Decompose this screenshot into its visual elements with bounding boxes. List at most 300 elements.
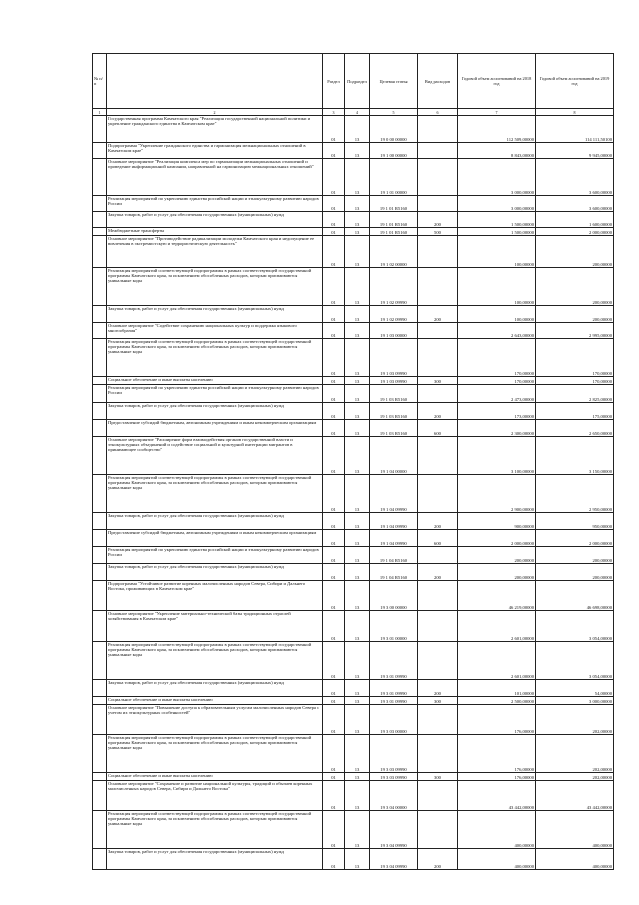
table-row	[93, 420, 614, 437]
subsection-cell: 13	[345, 697, 370, 705]
row-name: Социальное обеспечение и иные выплаты населению	[107, 377, 323, 385]
col-number: 8	[536, 109, 614, 116]
num-cell	[93, 530, 107, 547]
subsection-cell: 13	[345, 143, 370, 159]
article-cell: 19 3 03 09990	[370, 735, 418, 773]
section-cell: 01	[323, 642, 345, 680]
subsection-cell: 13	[345, 735, 370, 773]
article-cell: 19 3 00 00000	[370, 581, 418, 611]
amount-2019-cell: 3 600,00000	[536, 196, 614, 212]
num-cell	[93, 680, 107, 697]
header-article: Целевая статья	[370, 54, 418, 109]
expense-type-cell	[418, 339, 458, 377]
amount-2019-cell: 114 111,50100	[536, 116, 614, 143]
num-cell	[93, 705, 107, 735]
num-cell	[93, 377, 107, 385]
header-row	[93, 54, 614, 109]
num-cell	[93, 116, 107, 143]
subsection-cell: 13	[345, 475, 370, 513]
table-body	[93, 116, 614, 870]
header-section: Раздел	[323, 54, 345, 109]
table-row	[93, 339, 614, 377]
amount-2019-cell: 2 950,00000	[536, 475, 614, 513]
header-subsection: Подраздел	[345, 54, 370, 109]
section-cell: 01	[323, 581, 345, 611]
num-cell	[93, 306, 107, 323]
row-name: Социальное обеспечение и иные выплаты населению	[107, 773, 323, 781]
num-cell	[93, 475, 107, 513]
amount-2018-cell: 43 442,00000	[458, 781, 536, 811]
subsection-cell: 13	[345, 403, 370, 420]
num-cell	[93, 385, 107, 403]
num-cell	[93, 236, 107, 268]
subsection-cell: 13	[345, 564, 370, 581]
section-cell: 01	[323, 437, 345, 475]
expense-type-cell	[418, 611, 458, 642]
amount-2019-cell: 3 150,00000	[536, 437, 614, 475]
expense-type-cell: 300	[418, 773, 458, 781]
amount-2019-cell: 400,00000	[536, 811, 614, 849]
amount-2018-cell: 2 000,00000	[458, 530, 536, 547]
num-cell	[93, 212, 107, 228]
article-cell: 19 1 02 09990	[370, 268, 418, 306]
section-cell: 01	[323, 268, 345, 306]
table-row	[93, 475, 614, 513]
section-cell: 01	[323, 811, 345, 849]
table-row	[93, 212, 614, 228]
amount-2018-cell: 1 500,00000	[458, 212, 536, 228]
amount-2018-cell: 170,00000	[458, 377, 536, 385]
article-cell: 19 1 03 09990	[370, 377, 418, 385]
expense-type-cell: 600	[418, 420, 458, 437]
article-cell: 19 1 00 00000	[370, 143, 418, 159]
article-cell: 19 3 03 09990	[370, 773, 418, 781]
table-row	[93, 437, 614, 475]
table-row	[93, 323, 614, 339]
amount-2018-cell: 2 500,00000	[458, 697, 536, 705]
expense-type-cell: 200	[418, 849, 458, 870]
section-cell: 01	[323, 420, 345, 437]
table-row	[93, 116, 614, 143]
amount-2019-cell: 175,00000	[536, 403, 614, 420]
section-cell: 01	[323, 564, 345, 581]
num-cell	[93, 611, 107, 642]
subsection-cell: 13	[345, 159, 370, 196]
num-cell	[93, 323, 107, 339]
amount-2019-cell: 950,00000	[536, 513, 614, 530]
num-cell	[93, 564, 107, 581]
section-cell: 01	[323, 680, 345, 697]
col-number: 1	[93, 109, 107, 116]
expense-type-cell	[418, 196, 458, 212]
article-cell: 19 1 02 09990	[370, 306, 418, 323]
amount-2019-cell: 2 000,00000	[536, 530, 614, 547]
table-row	[93, 564, 614, 581]
expense-type-cell: 200	[418, 564, 458, 581]
subsection-cell: 13	[345, 323, 370, 339]
subsection-cell: 13	[345, 773, 370, 781]
expense-type-cell	[418, 116, 458, 143]
expense-type-cell: 200	[418, 212, 458, 228]
section-cell: 01	[323, 228, 345, 236]
article-cell: 19 1 02 00000	[370, 236, 418, 268]
amount-2019-cell: 46 698,00000	[536, 581, 614, 611]
article-cell: 19 1 04 R5160	[370, 564, 418, 581]
row-name: Предоставление субсидий бюджетным, автономным учреждениям и иным некоммерческим организациям	[107, 530, 323, 547]
table-row	[93, 385, 614, 403]
section-cell: 01	[323, 735, 345, 773]
amount-2018-cell: 3 000,00000	[458, 196, 536, 212]
amount-2019-cell: 9 945,00000	[536, 143, 614, 159]
article-cell: 19 1 01 00000	[370, 159, 418, 196]
col-number: 3	[323, 109, 345, 116]
section-cell: 01	[323, 475, 345, 513]
section-cell: 01	[323, 513, 345, 530]
subsection-cell: 13	[345, 385, 370, 403]
header-num: № п/п	[93, 54, 107, 109]
row-name: Реализация мероприятий соответствующей подпрограммы в рамках соответствующей государственной программы Камчатского края, за исключением обособленных расходов, которым присваиваются уникальные коды	[107, 475, 323, 513]
row-name: Закупка товаров, работ и услуг для обеспечения государственных (муниципальных) нужд	[107, 306, 323, 323]
row-name: Основное мероприятие "Повышение доступа к образовательным услугам малочисленных народов Севера с учетом их этнокультурных особенностей"	[107, 705, 323, 735]
section-cell: 01	[323, 236, 345, 268]
expense-type-cell	[418, 268, 458, 306]
table-row	[93, 680, 614, 697]
amount-2018-cell: 176,00000	[458, 735, 536, 773]
row-name: Социальное обеспечение и иные выплаты населению	[107, 697, 323, 705]
subsection-cell: 13	[345, 781, 370, 811]
header-2019: Годовой объем ассигнований на 2019 год	[536, 54, 614, 109]
expense-type-cell	[418, 735, 458, 773]
subsection-cell: 13	[345, 377, 370, 385]
subsection-cell: 13	[345, 437, 370, 475]
row-name: Реализация мероприятий по укреплению единства российской нации и этнокультурному развитию народов России	[107, 385, 323, 403]
article-cell: 19 1 04 09990	[370, 475, 418, 513]
table-row	[93, 513, 614, 530]
article-cell: 19 3 04 09990	[370, 811, 418, 849]
amount-2018-cell: 100,00000	[458, 306, 536, 323]
num-cell	[93, 403, 107, 420]
table-row	[93, 705, 614, 735]
row-name: Основное мероприятие "Противодействие радикализации молодежи Камчатского края и недопущение ее вовлечения в экстремистскую и террористическую деятельность"	[107, 236, 323, 268]
expense-type-cell	[418, 385, 458, 403]
amount-2019-cell: 2 650,00000	[536, 420, 614, 437]
amount-2019-cell: 2 825,00000	[536, 385, 614, 403]
amount-2019-cell: 202,00000	[536, 705, 614, 735]
section-cell: 01	[323, 705, 345, 735]
num-cell	[93, 697, 107, 705]
table-row	[93, 642, 614, 680]
article-cell: 19 3 01 00000	[370, 611, 418, 642]
num-cell	[93, 773, 107, 781]
expense-type-cell	[418, 705, 458, 735]
amount-2018-cell: 2 643,00000	[458, 323, 536, 339]
num-cell	[93, 143, 107, 159]
table-row	[93, 735, 614, 773]
budget-allocation-table	[92, 53, 614, 870]
expense-type-cell	[418, 781, 458, 811]
article-cell: 19 1 01 R5160	[370, 196, 418, 212]
subsection-cell: 13	[345, 420, 370, 437]
amount-2019-cell: 200,00000	[536, 564, 614, 581]
expense-type-cell: 200	[418, 513, 458, 530]
row-name: Основное мероприятие "Реализация комплекса мер по гармонизации межнациональных отношений и проведение информационной кампании, направленной на гармонизацию межнациональных отношений"	[107, 159, 323, 196]
table-row	[93, 547, 614, 564]
article-cell: 19 0 00 00000	[370, 116, 418, 143]
num-cell	[93, 420, 107, 437]
amount-2019-cell: 202,00000	[536, 773, 614, 781]
row-name: Основное мероприятие "Сохранение и развитие национальной культуры, традиций и обычаев коренных малочисленных народов Севера, Сибири и Дальнего Востока"	[107, 781, 323, 811]
row-name: Реализация мероприятий по укреплению единства российской нации и этнокультурному развитию народов России	[107, 547, 323, 564]
article-cell: 19 1 03 R5160	[370, 403, 418, 420]
section-cell: 01	[323, 611, 345, 642]
table-row	[93, 268, 614, 306]
header-name	[107, 54, 323, 109]
row-name: Межбюджетные трансферты	[107, 228, 323, 236]
subsection-cell: 13	[345, 705, 370, 735]
article-cell: 19 1 01 R5160	[370, 228, 418, 236]
num-cell	[93, 159, 107, 196]
table-row	[93, 403, 614, 420]
amount-2019-cell: 170,00000	[536, 377, 614, 385]
amount-2018-cell: 100,00000	[458, 236, 536, 268]
amount-2018-cell: 900,00000	[458, 513, 536, 530]
subsection-cell: 13	[345, 236, 370, 268]
amount-2018-cell: 2 601,00000	[458, 611, 536, 642]
amount-2018-cell: 112 509,00000	[458, 116, 536, 143]
subsection-cell: 13	[345, 196, 370, 212]
col-number: 2	[107, 109, 323, 116]
table-row	[93, 611, 614, 642]
row-name: Закупка товаров, работ и услуг для обеспечения государственных (муниципальных) нужд	[107, 564, 323, 581]
section-cell: 01	[323, 530, 345, 547]
row-name: Государственная программа Камчатского края "Реализация государственной национальной политики и укрепление гражданского единства в Камчатском крае"	[107, 116, 323, 143]
amount-2018-cell: 200,00000	[458, 547, 536, 564]
expense-type-cell: 600	[418, 530, 458, 547]
table-row	[93, 159, 614, 196]
col-number: 4	[345, 109, 370, 116]
section-cell: 01	[323, 697, 345, 705]
article-cell: 19 1 04 09990	[370, 513, 418, 530]
section-cell: 01	[323, 196, 345, 212]
amount-2018-cell: 3 100,00000	[458, 437, 536, 475]
article-cell: 19 1 04 09990	[370, 530, 418, 547]
col-number: 6	[418, 109, 458, 116]
expense-type-cell	[418, 159, 458, 196]
subsection-cell: 13	[345, 268, 370, 306]
amount-2019-cell: 43 442,00000	[536, 781, 614, 811]
section-cell: 01	[323, 306, 345, 323]
row-name: Закупка товаров, работ и услуг для обеспечения государственных (муниципальных) нужд	[107, 212, 323, 228]
amount-2019-cell: 202,00000	[536, 735, 614, 773]
amount-2019-cell: 200,00000	[536, 236, 614, 268]
expense-type-cell: 200	[418, 306, 458, 323]
row-name: Реализация мероприятий по укреплению единства российской нации и этнокультурному развитию народов России	[107, 196, 323, 212]
num-cell	[93, 513, 107, 530]
section-cell: 01	[323, 385, 345, 403]
expense-type-cell	[418, 437, 458, 475]
amount-2019-cell: 170,00000	[536, 339, 614, 377]
section-cell: 01	[323, 323, 345, 339]
budget-table-sheet	[92, 53, 613, 870]
amount-2018-cell: 173,00000	[458, 403, 536, 420]
subsection-cell: 13	[345, 339, 370, 377]
expense-type-cell	[418, 143, 458, 159]
header-expense-type: Вид расходов	[418, 54, 458, 109]
section-cell: 01	[323, 773, 345, 781]
row-name: Подпрограмма "Укрепление гражданского единства и гармонизация межнациональных отношений в Камчатском крае"	[107, 143, 323, 159]
row-name: Закупка товаров, работ и услуг для обеспечения государственных (муниципальных) нужд	[107, 849, 323, 870]
article-cell: 19 1 04 00000	[370, 437, 418, 475]
amount-2018-cell: 170,00000	[458, 339, 536, 377]
num-cell	[93, 811, 107, 849]
table-row	[93, 581, 614, 611]
subsection-cell: 13	[345, 530, 370, 547]
amount-2018-cell: 2 601,00000	[458, 642, 536, 680]
expense-type-cell: 500	[418, 228, 458, 236]
article-cell: 19 3 04 00000	[370, 781, 418, 811]
amount-2019-cell: 200,00000	[536, 547, 614, 564]
section-cell: 01	[323, 781, 345, 811]
subsection-cell: 13	[345, 228, 370, 236]
num-cell	[93, 196, 107, 212]
table-row	[93, 228, 614, 236]
col-number: 5	[370, 109, 418, 116]
amount-2018-cell: 2 900,00000	[458, 475, 536, 513]
section-cell: 01	[323, 143, 345, 159]
amount-2019-cell: 2 995,00000	[536, 323, 614, 339]
article-cell: 19 1 03 09990	[370, 339, 418, 377]
table-row	[93, 530, 614, 547]
num-cell	[93, 228, 107, 236]
header-2018: Годовой объем ассигнований на 2018 год	[458, 54, 536, 109]
row-name: Предоставление субсидий бюджетным, автономным учреждениям и иным некоммерческим организациям	[107, 420, 323, 437]
amount-2019-cell: 3 054,00000	[536, 611, 614, 642]
table-row	[93, 377, 614, 385]
expense-type-cell	[418, 323, 458, 339]
num-cell	[93, 339, 107, 377]
article-cell: 19 1 04 R5160	[370, 547, 418, 564]
section-cell: 01	[323, 116, 345, 143]
article-cell: 19 3 04 09990	[370, 849, 418, 870]
num-cell	[93, 849, 107, 870]
expense-type-cell: 300	[418, 377, 458, 385]
subsection-cell: 13	[345, 116, 370, 143]
amount-2018-cell: 101,00000	[458, 680, 536, 697]
row-name: Реализация мероприятий соответствующей подпрограммы в рамках соответствующей государственной программы Камчатского края, за исключением обособленных расходов, которым присваиваются уникальные коды	[107, 642, 323, 680]
expense-type-cell	[418, 811, 458, 849]
col-number: 7	[458, 109, 536, 116]
table-row	[93, 811, 614, 849]
subsection-cell: 13	[345, 811, 370, 849]
amount-2019-cell: 54,00000	[536, 680, 614, 697]
amount-2018-cell: 176,00000	[458, 705, 536, 735]
column-number-row	[93, 109, 614, 116]
expense-type-cell	[418, 581, 458, 611]
table-row	[93, 196, 614, 212]
amount-2019-cell: 3 054,00000	[536, 642, 614, 680]
num-cell	[93, 735, 107, 773]
row-name: Основное мероприятие "Содействие сохранению национальных культур и поддержка языкового многообразия"	[107, 323, 323, 339]
subsection-cell: 13	[345, 547, 370, 564]
row-name: Основное мероприятие "Укрепление материально-технической базы традиционных отраслей хозяйствования в Камчатском крае"	[107, 611, 323, 642]
amount-2018-cell: 176,00000	[458, 773, 536, 781]
article-cell: 19 3 01 09990	[370, 697, 418, 705]
article-cell: 19 1 01 R5160	[370, 212, 418, 228]
amount-2019-cell: 3 600,00000	[536, 159, 614, 196]
article-cell: 19 1 03 00000	[370, 323, 418, 339]
subsection-cell: 13	[345, 642, 370, 680]
subsection-cell: 13	[345, 581, 370, 611]
amount-2019-cell: 200,00000	[536, 306, 614, 323]
amount-2018-cell: 3 000,00000	[458, 159, 536, 196]
article-cell: 19 1 03 R5160	[370, 420, 418, 437]
amount-2018-cell: 46 219,00000	[458, 581, 536, 611]
amount-2018-cell: 2 300,00000	[458, 420, 536, 437]
article-cell: 19 3 03 00000	[370, 705, 418, 735]
subsection-cell: 13	[345, 212, 370, 228]
row-name: Закупка товаров, работ и услуг для обеспечения государственных (муниципальных) нужд	[107, 680, 323, 697]
section-cell: 01	[323, 159, 345, 196]
expense-type-cell	[418, 236, 458, 268]
subsection-cell: 13	[345, 306, 370, 323]
table-row	[93, 773, 614, 781]
expense-type-cell: 300	[418, 697, 458, 705]
row-name: Реализация мероприятий соответствующей подпрограммы в рамках соответствующей государственной программы Камчатского края, за исключением обособленных расходов, которым присваиваются уникальные коды	[107, 811, 323, 849]
num-cell	[93, 437, 107, 475]
amount-2018-cell: 200,00000	[458, 564, 536, 581]
table-row	[93, 697, 614, 705]
expense-type-cell	[418, 547, 458, 564]
subsection-cell: 13	[345, 680, 370, 697]
row-name: Реализация мероприятий соответствующей подпрограммы в рамках соответствующей государственной программы Камчатского края, за исключением обособленных расходов, которым присваиваются уникальные коды	[107, 268, 323, 306]
table-row	[93, 849, 614, 870]
expense-type-cell: 200	[418, 403, 458, 420]
section-cell: 01	[323, 403, 345, 420]
amount-2019-cell: 400,00000	[536, 849, 614, 870]
amount-2018-cell: 100,00000	[458, 268, 536, 306]
table-row	[93, 236, 614, 268]
subsection-cell: 13	[345, 513, 370, 530]
table-row	[93, 143, 614, 159]
num-cell	[93, 547, 107, 564]
table-row	[93, 781, 614, 811]
expense-type-cell	[418, 475, 458, 513]
amount-2018-cell: 1 500,00000	[458, 228, 536, 236]
table-row	[93, 306, 614, 323]
subsection-cell: 13	[345, 849, 370, 870]
section-cell: 01	[323, 849, 345, 870]
row-name: Подпрограмма "Устойчивое развитие коренных малочисленных народов Севера, Сибири и Дальнего Востока, проживающих в Камчатском крае"	[107, 581, 323, 611]
row-name: Закупка товаров, работ и услуг для обеспечения государственных (муниципальных) нужд	[107, 513, 323, 530]
expense-type-cell	[418, 642, 458, 680]
num-cell	[93, 581, 107, 611]
amount-2018-cell: 2 473,00000	[458, 385, 536, 403]
expense-type-cell: 200	[418, 680, 458, 697]
subsection-cell: 13	[345, 611, 370, 642]
amount-2019-cell: 3 000,00000	[536, 697, 614, 705]
amount-2018-cell: 8 843,00000	[458, 143, 536, 159]
article-cell: 19 3 01 09990	[370, 642, 418, 680]
section-cell: 01	[323, 339, 345, 377]
num-cell	[93, 268, 107, 306]
amount-2019-cell: 200,00000	[536, 268, 614, 306]
row-name: Реализация мероприятий соответствующей подпрограммы в рамках соответствующей государственной программы Камчатского края, за исключением обособленных расходов, которым присваиваются уникальные коды	[107, 339, 323, 377]
amount-2018-cell: 400,00000	[458, 849, 536, 870]
row-name: Закупка товаров, работ и услуг для обеспечения государственных (муниципальных) нужд	[107, 403, 323, 420]
section-cell: 01	[323, 377, 345, 385]
section-cell: 01	[323, 212, 345, 228]
article-cell: 19 3 01 09990	[370, 680, 418, 697]
